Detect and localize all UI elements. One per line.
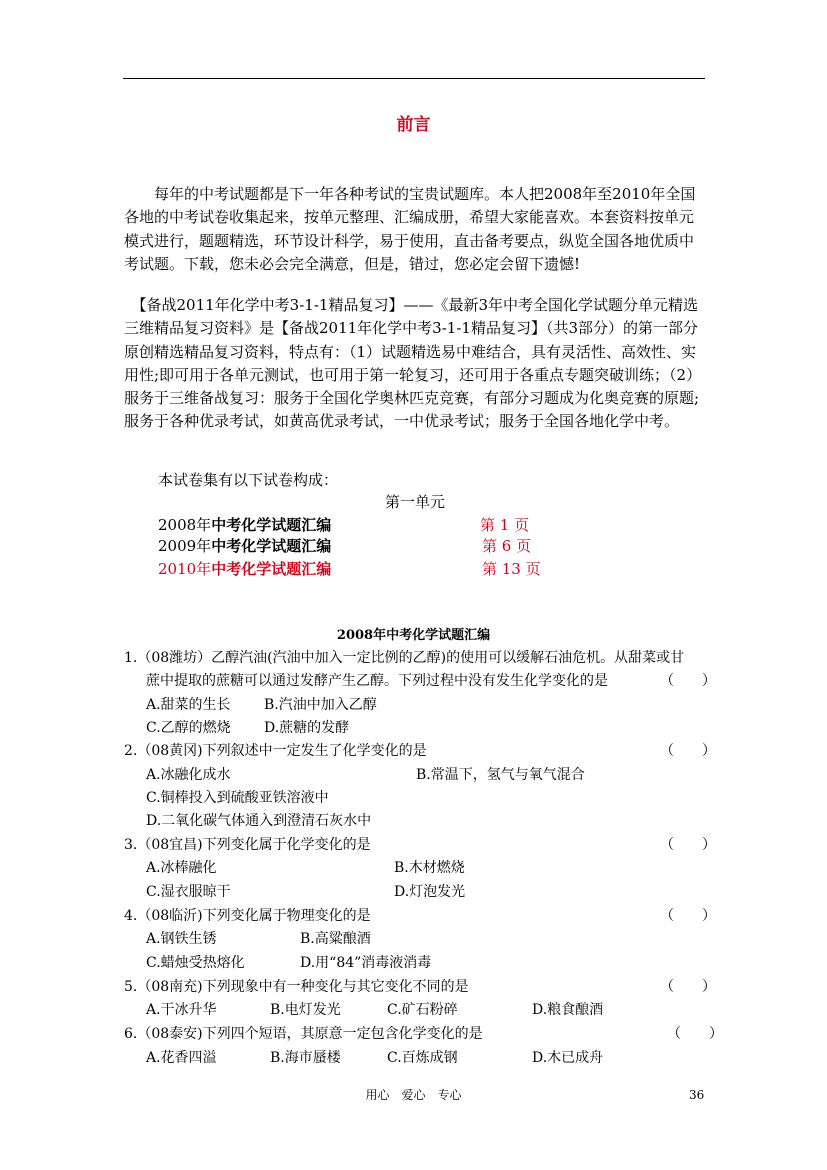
page-title: 前言	[396, 115, 431, 135]
option: C.矿石粉碎	[387, 1002, 458, 1018]
option: A.钢铁生锈	[146, 931, 217, 947]
question-6-stem: 6.（08泰安)下列四个短语，其原意一定包含化学变化的是	[124, 1026, 483, 1042]
answer-bracket: （ ）	[660, 908, 716, 924]
option: D.二氧化碳气体通入到澄清石灰水中	[146, 813, 372, 829]
footer-motto: 用心 爱心 专心	[365, 1088, 462, 1102]
question-4-stem: 4.（08临沂)下列变化属于物理变化的是	[124, 908, 371, 924]
toc-intro: 本试卷集有以下试卷构成：	[158, 471, 339, 489]
toc-unit: 第一单元	[385, 493, 446, 511]
option: B.电灯发光	[270, 1002, 341, 1018]
option: D.粮食酿酒	[532, 1002, 604, 1018]
header-rule	[123, 78, 705, 79]
toc-entry-name: 中考化学试题汇编	[211, 516, 332, 534]
option: A.甜菜的生长	[146, 697, 231, 713]
option: D.用“84”消毒液消毒	[300, 955, 432, 971]
question-1-stem-cont: 蔗中提取的蔗糖可以通过发酵产生乙醇。下列过程中没有发生化学变化的是	[146, 673, 608, 689]
option: B.海市蜃楼	[270, 1050, 341, 1066]
option: D.灯泡发光	[394, 884, 466, 900]
option: B.高粱酿酒	[300, 931, 371, 947]
question-5-stem: 5.（08南充)下列现象中有一种变化与其它变化不同的是	[124, 979, 469, 995]
option: C.蜡烛受热熔化	[146, 955, 245, 971]
option: A.干冰升华	[146, 1002, 217, 1018]
intro-paragraph: 每年的中考试题都是下一年各种考试的宝贵试题库。本人把2008年至2010年全国各地的中考试卷收集起来，按单元整理、汇编成册，希望大家能喜欢。本套资料按单元模式进行，题题精选，环节设计科学，易于使用，直击备考要点，纵览全国各地优质中考试题。下载，您未必会完全满意，但是，错过，您必定会留下遗憾!	[124, 185, 696, 273]
section-title: 2008年中考化学试题汇编	[336, 628, 491, 643]
question-1-stem: 1.（08潍坊）乙醇汽油(汽油中加入一定比例的乙醇)的使用可以缓解石油危机。从甜菜或甘	[124, 650, 685, 666]
toc-entry-2010	[158, 558, 331, 579]
answer-bracket: （ ）	[660, 979, 716, 995]
answer-bracket: （ ）	[660, 743, 716, 759]
answer-bracket: （ ）	[660, 673, 716, 689]
toc-entry-2008	[158, 514, 331, 535]
toc-entry-year: 2008年	[158, 516, 212, 534]
option: A.冰棒融化	[146, 860, 217, 876]
toc-entry-page: 第 1 页	[480, 516, 530, 534]
answer-bracket: （ ）	[667, 1026, 723, 1042]
option: C.乙醇的燃烧	[146, 720, 231, 736]
toc-entry-year: 2010年	[158, 560, 212, 578]
option: D.蔗糖的发酵	[264, 720, 350, 736]
toc-entry-name: 中考化学试题汇编	[211, 537, 332, 555]
page-number: 36	[689, 1088, 705, 1102]
toc-entry-page: 第 6 页	[482, 537, 532, 555]
answer-bracket: （ ）	[660, 837, 716, 853]
option: C.湿衣服晾干	[146, 884, 231, 900]
option: B.木材燃烧	[394, 860, 465, 876]
option: C.铜棒投入到硫酸亚铁溶液中	[146, 790, 329, 806]
toc-entry-page: 第 13 页	[482, 560, 541, 578]
question-2-stem: 2.（08黄冈)下列叙述中一定发生了化学变化的是	[124, 743, 427, 759]
option: A.花香四溢	[146, 1050, 217, 1066]
toc-entry-2009	[158, 535, 331, 556]
toc-entry-name: 中考化学试题汇编	[211, 560, 332, 578]
toc-entry-year: 2009年	[158, 537, 212, 555]
option: B.常温下，氢气与氧气混合	[416, 767, 585, 783]
option: D.木已成舟	[532, 1050, 604, 1066]
question-3-stem: 3.（08宜昌)下列变化属于化学变化的是	[124, 837, 371, 853]
feature-paragraph: 【备战2011年化学中考3-1-1精品复习】——《最新3年中考全国化学试题分单元精选三维精品复习资料》是【备战2011年化学中考3-1-1精品复习】（共3部分）的第一部分原创精选精品复习资料，特点有：（1）试题精选易中难结合，具有灵活性、高效性、实用性;即可用于各单元测试，也可用于第一轮复习，还可用于各重点专题突破训练；（2）服务于三维备战复习：服务于全国化学奥林匹克竞赛，有部分习题成为化奥竞赛的原题;服务于各种优录考试，如黄高优录考试，一中优录考试；服务于全国各地化学中考。	[124, 296, 702, 431]
option: B.汽油中加入乙醇	[264, 697, 377, 713]
option: C.百炼成钢	[387, 1050, 458, 1066]
option: A.冰融化成水	[146, 767, 231, 783]
